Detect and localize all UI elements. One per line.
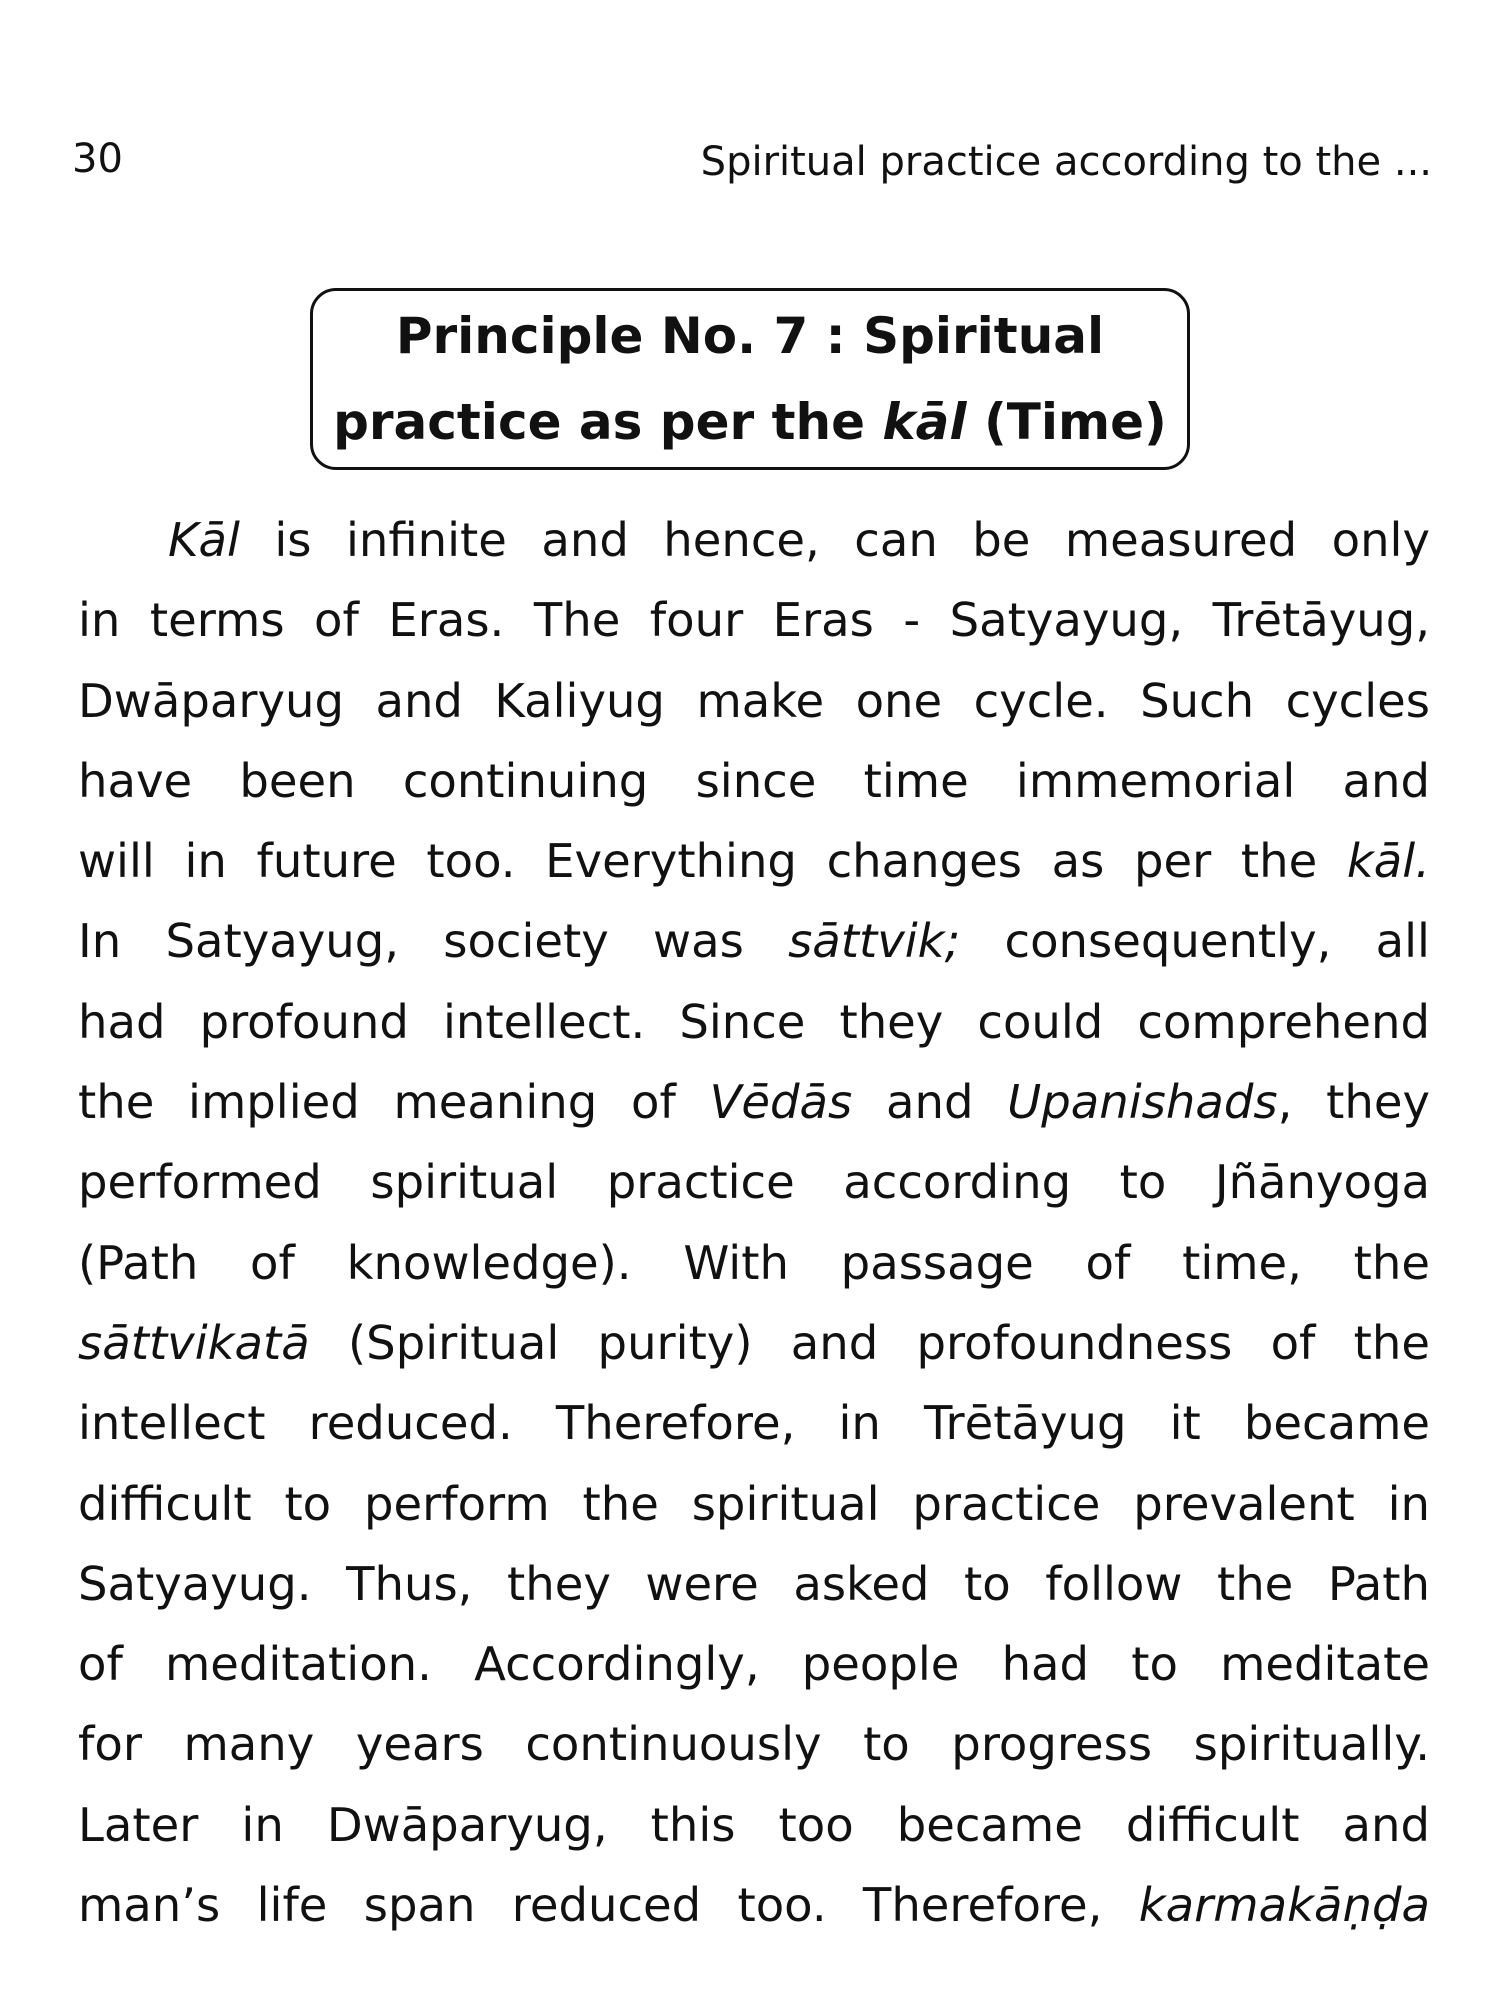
text-line bbox=[78, 982, 1430, 1062]
page-number: 30 bbox=[72, 136, 123, 182]
italic-term: sāttvikatā bbox=[78, 1315, 310, 1370]
text-run: of meditation. Accordingly, people had to meditate bbox=[78, 1637, 1430, 1692]
running-head: Spiritual practice according to the ... bbox=[700, 139, 1432, 185]
title-text: practice as per the bbox=[333, 393, 883, 451]
text-run: and bbox=[852, 1075, 1008, 1130]
title-text: (Time) bbox=[966, 393, 1167, 451]
text-line bbox=[78, 580, 1430, 660]
text-line bbox=[78, 500, 1430, 580]
text-line bbox=[78, 1062, 1430, 1142]
text-line bbox=[78, 1142, 1430, 1222]
text-run: consequently, all bbox=[960, 914, 1430, 969]
text-run: have been continuing since time immemorial and bbox=[78, 753, 1430, 808]
italic-term: Upanishads bbox=[1007, 1075, 1278, 1130]
text-line bbox=[78, 1704, 1430, 1784]
text-run: for many years continuously to progress spiritually. bbox=[78, 1717, 1430, 1772]
text-line bbox=[78, 1464, 1430, 1544]
text-run: difficult to perform the spiritual practice prevalent in bbox=[78, 1476, 1430, 1531]
italic-term: kāl. bbox=[1346, 834, 1430, 889]
text-line bbox=[78, 1624, 1430, 1704]
text-line bbox=[78, 1383, 1430, 1463]
text-run: Dwāparyug and Kaliyug make one cycle. Such cycles bbox=[78, 673, 1430, 728]
text-run: will in future too. Everything changes as per the bbox=[78, 834, 1347, 889]
text-run: intellect reduced. Therefore, in Trētāyug it became bbox=[78, 1396, 1430, 1451]
text-run: man’s life span reduced too. Therefore, bbox=[78, 1878, 1139, 1933]
text-run: (Path of knowledge). With passage of time, the bbox=[78, 1235, 1430, 1290]
text-line bbox=[78, 661, 1430, 741]
text-run: had profound intellect. Since they could comprehend bbox=[78, 994, 1430, 1049]
italic-term: sāttvik; bbox=[788, 914, 961, 969]
text-run: In Satyayug, society was bbox=[78, 914, 789, 969]
text-run: Later in Dwāparyug, this too became difficult and bbox=[78, 1797, 1430, 1852]
text-run: , they bbox=[1277, 1075, 1430, 1130]
text-line bbox=[78, 901, 1430, 981]
body-paragraph bbox=[78, 500, 1430, 1945]
text-line bbox=[78, 1865, 1430, 1945]
text-line bbox=[78, 821, 1430, 901]
text-run: (Spiritual purity) and profoundness of the bbox=[309, 1315, 1430, 1370]
text-line bbox=[78, 1303, 1430, 1383]
principle-title-line-1: Principle No. 7 : Spiritual bbox=[395, 307, 1105, 365]
text-run: performed spiritual practice according to Jñānyoga bbox=[78, 1155, 1430, 1210]
italic-term: Kāl bbox=[168, 513, 240, 567]
italic-term: Vēdās bbox=[709, 1075, 853, 1130]
principle-title-line-2 bbox=[333, 379, 1167, 465]
text-line bbox=[78, 741, 1430, 821]
text-run: Satyayug. Thus, they were asked to follow the Path bbox=[78, 1556, 1430, 1611]
principle-title-box bbox=[310, 288, 1190, 470]
text-line bbox=[78, 1785, 1430, 1865]
title-italic-term: kāl bbox=[882, 393, 967, 451]
italic-term: karmakāṇḍa bbox=[1138, 1878, 1430, 1933]
text-run: is infinite and hence, can be measured only bbox=[239, 513, 1430, 567]
text-run: the implied meaning of bbox=[78, 1075, 710, 1130]
text-line bbox=[78, 1544, 1430, 1624]
text-line bbox=[78, 1223, 1430, 1303]
text-run: in terms of Eras. The four Eras - Satyayug, Trētāyug, bbox=[78, 593, 1430, 648]
